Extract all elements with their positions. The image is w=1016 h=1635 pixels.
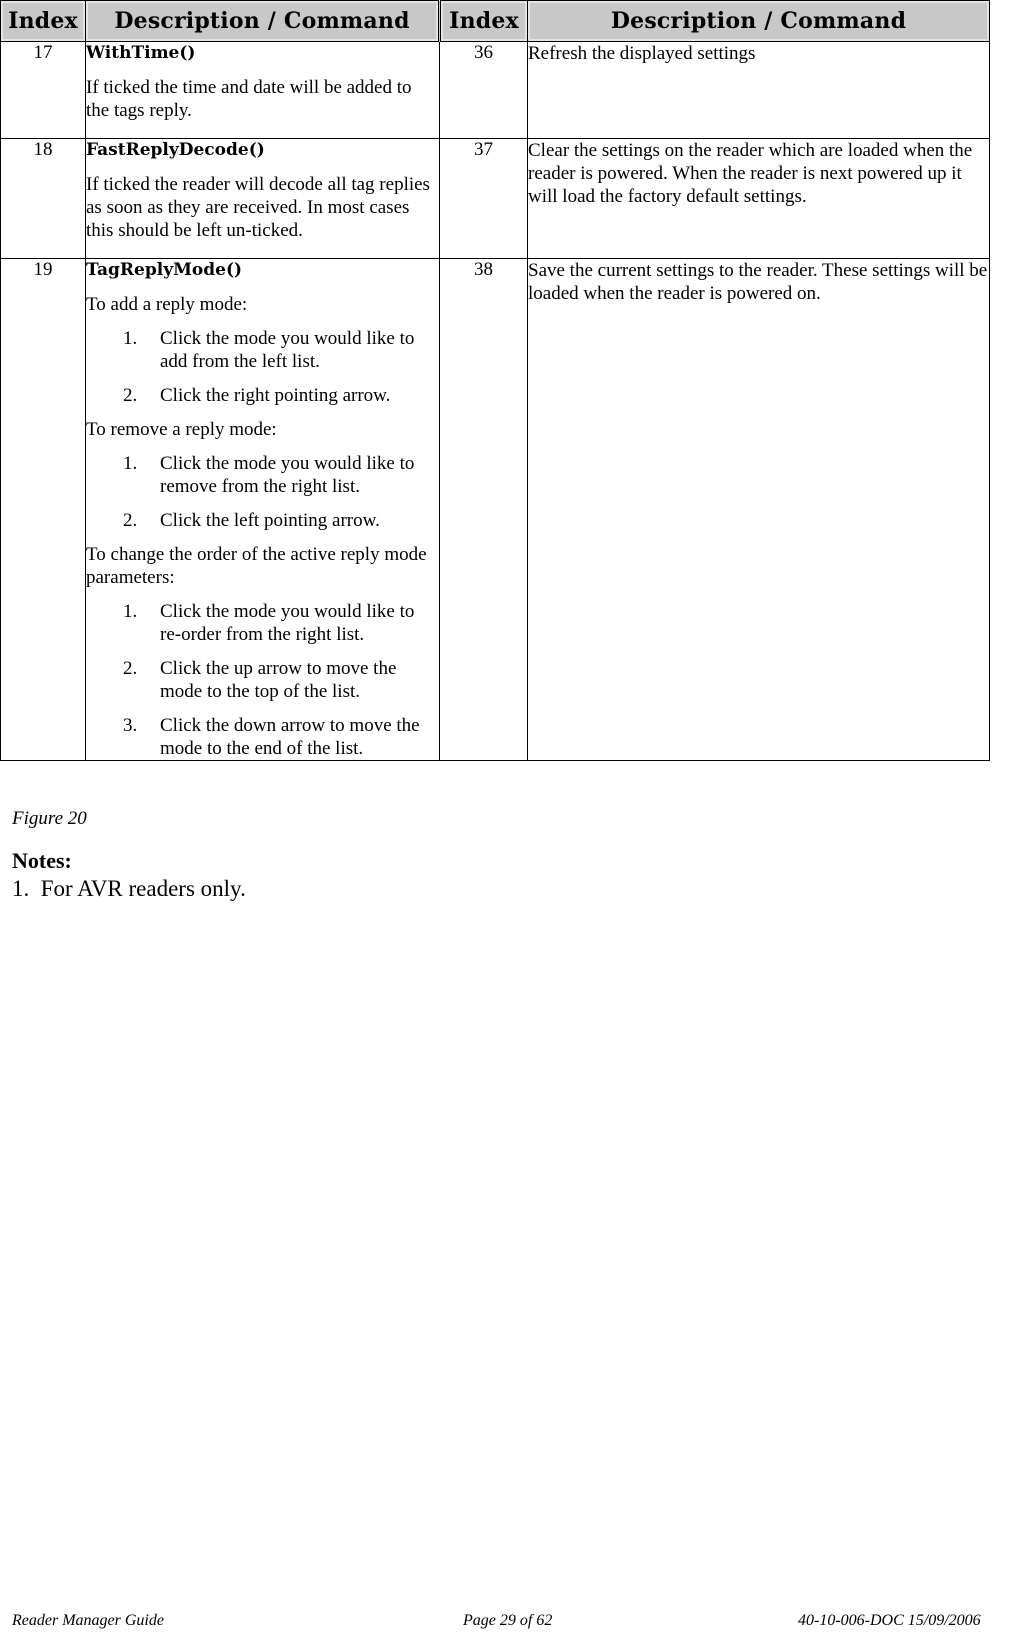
command-description: Save the current settings to the reader. These settings will be loaded when the reader is powered on.: [528, 260, 988, 304]
table-row: [1, 42, 990, 139]
figure-caption: Figure 20: [12, 808, 87, 829]
command-description: Refresh the displayed settings: [528, 43, 756, 64]
index-cell: 19: [1, 259, 86, 761]
footer-doc-title: Reader Manager Guide: [12, 1612, 164, 1629]
notes-title: Notes:: [12, 848, 72, 873]
index-cell: 17: [1, 42, 86, 139]
description-cell: [528, 259, 990, 761]
footer-page-number: Page 29 of 62: [463, 1612, 553, 1629]
index-cell: 18: [1, 139, 86, 259]
description-cell: [86, 139, 440, 259]
table-row: [1, 139, 990, 259]
remove-steps-list: [86, 452, 439, 532]
command-description: If ticked the reader will decode all tag replies as soon as they are received. In most cases this should be left un-ticked.: [86, 174, 430, 241]
remove-intro: To remove a reply mode:: [86, 419, 277, 440]
table-header-row: [1, 1, 990, 42]
order-steps-list: [86, 600, 439, 760]
command-description: Clear the settings on the reader which are loaded when the reader is powered. When the reader is next powered up it will load the factory default settings.: [528, 140, 973, 207]
command-name: FastReplyDecode(): [86, 140, 265, 160]
command-name: TagReplyMode(): [86, 260, 243, 280]
command-name: WithTime(): [86, 43, 196, 63]
header-index-right: Index: [440, 1, 528, 42]
description-cell: [528, 42, 990, 139]
index-cell: 38: [440, 259, 528, 761]
index-cell: 37: [440, 139, 528, 259]
footer-doc-code: 40-10-006-DOC 15/09/2006: [798, 1612, 981, 1629]
list-item: 2. Click the left pointing arrow.: [123, 510, 380, 531]
list-item: 2. Click the right pointing arrow.: [123, 385, 391, 406]
description-cell: [86, 42, 440, 139]
order-intro: To change the order of the active reply mode parameters:: [86, 544, 427, 588]
command-table: [0, 0, 990, 761]
header-description-left: Description / Command: [86, 1, 440, 42]
table-row: [1, 259, 990, 761]
header-description-right: Description / Command: [528, 1, 990, 42]
command-description: If ticked the time and date will be added to the tags reply.: [86, 77, 412, 121]
list-item: 1. Click the mode you would like to remove from the right list.: [123, 453, 415, 497]
list-item: 2. Click the up arrow to move the mode to the top of the list.: [123, 658, 397, 702]
add-steps-list: [86, 327, 439, 407]
description-cell: [528, 139, 990, 259]
header-index-left: Index: [1, 1, 86, 42]
add-intro: To add a reply mode:: [86, 294, 248, 315]
notes-item: 1. For AVR readers only.: [12, 876, 246, 901]
list-item: 1. Click the mode you would like to re-order from the right list.: [123, 601, 415, 645]
index-cell: 36: [440, 42, 528, 139]
list-item: 3. Click the down arrow to move the mode to the end of the list.: [123, 715, 420, 759]
list-item: 1. Click the mode you would like to add from the left list.: [123, 328, 415, 372]
description-cell: [86, 259, 440, 761]
